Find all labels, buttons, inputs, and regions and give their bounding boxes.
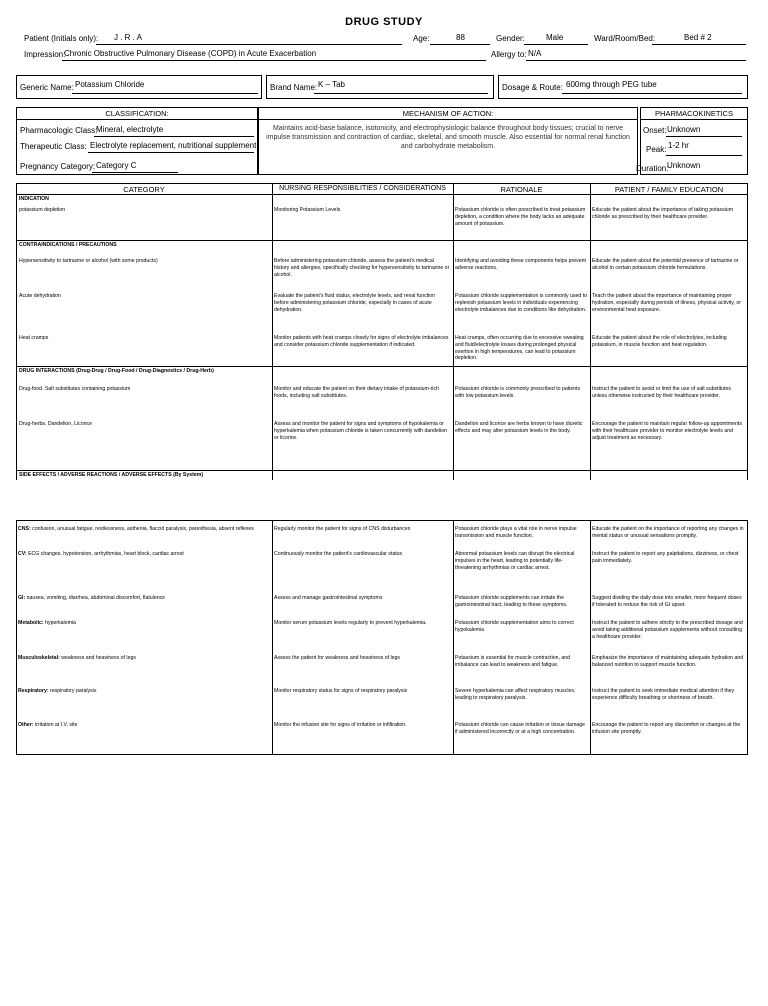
se-row-respiratory-nursing: Monitor respiratory status for signs of respiratory paralysis <box>274 688 408 694</box>
thera-class-value: Electrolyte replacement, nutritional supplement <box>90 141 257 150</box>
page-title: DRUG STUDY <box>345 16 423 28</box>
column-divider-1 <box>272 183 273 480</box>
interaction-row-2-rationale: Dandelion and licorice are herbs known to have diuretic effects and may alter potassium levels in the body. <box>455 421 583 434</box>
contra-row-1-rationale: Identifying and avoiding these components helps prevent adverse reactions. <box>455 258 586 271</box>
allergy-field <box>526 50 746 61</box>
contra-row-2-rationale: Potassium chloride supplementation is commonly used to replenish potassium levels in individuals experiencing electrolyte imbalances due to conditions like dehydration. <box>455 293 588 313</box>
header-rationale: RATIONALE <box>500 185 543 194</box>
contra-row-1-education: Educate the patient about the potential presence of tartrazine or alcohol in certain potassium chloride formulations. <box>592 258 739 271</box>
pharmacokinetics-divider <box>640 119 748 120</box>
column-divider-2 <box>453 183 454 480</box>
mechanism-divider <box>258 119 638 120</box>
impression-label: Impression: <box>24 50 66 59</box>
se-row-other-category: Other: irritation at I.V. site <box>18 722 78 728</box>
se-column-divider-3 <box>590 520 591 755</box>
se-row-other-education: Encourage the patient to report any discomfort or changes at the infusion site promptly. <box>592 722 741 735</box>
header-nursing: NURSING RESPONSIBILITIES / CONSIDERATIONS <box>279 185 446 192</box>
se-row-gi-rationale: Potassium chloride supplements can irritate the gastrointestinal tract, leading to these symptoms. <box>455 595 568 608</box>
impression-value: Chronic Obstructive Pulmonary Disease (COPD) in Acute Exacerbation <box>64 49 317 58</box>
se-row-respiratory-rationale: Severe hyperkalemia can affect respiratory muscles, leading to respiratory paralysis. <box>455 688 576 701</box>
contra-row-3-nursing: Monitor patients with heat cramps closely for signs of electrolyte imbalances and consider potassium chloride supplementation if indicated. <box>274 335 449 348</box>
gender-label: Gender: <box>496 34 525 43</box>
contra-divider <box>16 366 748 367</box>
se-row-respiratory-category: Respiratory: respiratory paralysis <box>18 688 97 694</box>
indication-category: potassium depletion <box>19 207 66 213</box>
dosage-label: Dosage & Route: <box>502 83 563 92</box>
pregnancy-label: Pregnancy Category: <box>20 162 96 171</box>
interaction-row-1-category: Drug-food. Salt substitutes containing potassium <box>19 386 131 392</box>
se-column-divider-2 <box>453 520 454 755</box>
brand-name-value: K – Tab <box>318 80 345 89</box>
contra-row-1-category: Hypersensitivity to tartrazine or alcohol (with some products) <box>19 258 158 264</box>
se-row-cns-nursing: Regularly monitor the patient for signs of CNS disturbances <box>274 526 411 532</box>
contra-row-3-category: Heat cramps <box>19 335 49 341</box>
patient-initials-label: Patient (Initials only): <box>24 34 99 43</box>
ward-label: Ward/Room/Bed: <box>594 34 656 43</box>
contra-row-3-rationale: Heat cramps, often occurring due to excessive sweating and fluid/electrolyte losses during prolonged physical exertion in high temperatures, can lead to potassium depletion. <box>455 335 584 362</box>
se-row-gi-category: GI: nausea, vomiting, diarrhea, abdominal discomfort, flatulence <box>18 595 166 601</box>
allergy-value: N/A <box>528 49 542 58</box>
allergy-label: Allergy to: <box>491 50 527 59</box>
indication-education: Educate the patient about the importance of taking potassium chloride as prescribed by their healthcare provider. <box>592 207 734 220</box>
mechanism-text: Maintains acid-base balance, isotonicity, and electrophysiologic balance throughout body tissues; crucial to nerve impulse transmission and contraction of cardiac, skeletal, and smooth muscle. Also essential for normal renal function and carbohydrate metabolism. <box>266 125 630 150</box>
classification-header: CLASSIFICATION: <box>105 109 169 118</box>
se-row-musculoskeletal-nursing: Assess the patient for weakness and heaviness of legs <box>274 655 401 661</box>
header-category: CATEGORY <box>123 185 165 194</box>
generic-name-value: Potassium Chloride <box>75 80 145 89</box>
side-effects-header: SIDE EFFECTS / ADVERSE REACTIONS / ADVERSE EFFECTS (By System) <box>19 472 204 478</box>
age-label: Age: <box>413 34 430 43</box>
se-row-gi-nursing: Assess and manage gastrointestinal symptoms <box>274 595 383 601</box>
contra-row-1-nursing: Before administering potassium chloride, assess the patient's medical history and allergies, specifically checking for hypersensitivity to tartrazine or alcohol. <box>274 258 450 278</box>
contra-row-2-nursing: Evaluate the patient's fluid status, electrolyte levels, and renal function before administering potassium chloride, especially in cases of acute dehydration. <box>274 293 436 313</box>
duration-value: Unknown <box>667 161 701 170</box>
interactions-header: DRUG INTERACTIONS (Drug-Drug / Drug-Food / Drug-Diagnostics / Drug-Herb) <box>19 368 214 374</box>
brand-name-label: Brand Name: <box>270 83 318 92</box>
se-row-metabolic-education: Instruct the patient to adhere strictly to the prescribed dosage and avoid taking additional potassium supplements without consulting a healthcare provider. <box>592 620 743 640</box>
interaction-row-2-education: Encourage the patient to maintain regular follow-up appointments with their healthcare provider to monitor electrolyte levels and adjust treatment as necessary. <box>592 421 742 441</box>
interaction-row-2-category: Drug-herbs. Dandelion, Licorice <box>19 421 92 427</box>
se-row-musculoskeletal-category: Musculoskeletal: weakness and heaviness of legs <box>18 655 136 661</box>
header-row-divider <box>16 194 748 195</box>
peak-value: 1-2 hr <box>668 141 689 150</box>
se-column-divider-1 <box>272 520 273 755</box>
pharmacokinetics-header: PHARMACOKINETICS <box>655 109 733 118</box>
indication-nursing: Monitoring Potassium Levels <box>274 207 341 213</box>
se-row-musculoskeletal-education: Emphasize the importance of maintaining adequate hydration and balanced nutrition to support muscle function. <box>592 655 744 668</box>
se-row-other-nursing: Monitor the infusion site for signs of irritation or infiltration. <box>274 722 407 728</box>
se-row-musculoskeletal-rationale: Potassium is essential for muscle contraction, and imbalance can lead to weakness and fatigue. <box>455 655 571 668</box>
dosage-value: 600mg through PEG tube <box>566 80 657 89</box>
se-row-respiratory-education: Instruct the patient to seek immediate medical attention if they experience difficulty breathing or shortness of breath. <box>592 688 735 701</box>
contra-row-2-education: Teach the patient about the importance of maintaining proper hydration, especially during periods of illness, physical activity, or environmental heat exposure. <box>592 293 741 313</box>
column-divider-3 <box>590 183 591 480</box>
thera-class-label: Therapeutic Class: <box>20 142 87 151</box>
contra-row-3-education: Educate the patient about the role of electrolytes, including potassium, in muscle function and heat regulation. <box>592 335 727 348</box>
patient-initials-value: J . R . A <box>114 33 143 42</box>
pregnancy-value: Category C <box>96 161 137 170</box>
se-row-cns-education: Educate the patient on the importance of reporting any changes in mental status or unusual sensations promptly. <box>592 526 744 539</box>
se-row-metabolic-nursing: Monitor serum potassium levels regularly to prevent hyperkalemia. <box>274 620 427 626</box>
se-row-cv-category: CV: ECG changes, hypotension, arrhythmias, heart block, cardiac arrest <box>18 551 184 557</box>
interaction-row-1-nursing: Monitor and educate the patient on their dietary intake of potassium-rich foods, including salt substitutes. <box>274 386 439 399</box>
indication-rationale: Potassium chloride is often prescribed to treat potassium depletion, a condition where the body lacks an adequate amount of potassium. <box>455 207 586 227</box>
ward-value: Bed # 2 <box>684 33 712 42</box>
se-row-cv-nursing: Continuously monitor the patient's cardiovascular status <box>274 551 403 557</box>
se-row-cns-rationale: Potassium chloride plays a vital role in nerve impulse transmission and muscle function. <box>455 526 577 539</box>
classification-divider <box>16 119 258 120</box>
interaction-row-1-education: Instruct the patient to avoid or limit the use of salt substitutes unless otherwise instructed by their healthcare provider. <box>592 386 731 399</box>
peak-label: Peak: <box>646 145 667 154</box>
onset-value: Unknown <box>667 125 701 134</box>
onset-label: Onset: <box>643 126 667 135</box>
se-row-cv-rationale: Abnormal potassium levels can disrupt the electrical impulses in the heart, leading to potentially life-threatening arrhythmias or cardiac arrest. <box>455 551 575 571</box>
contra-row-2-category: Acute dehydration <box>19 293 61 299</box>
indication-header: INDICATION <box>19 196 49 202</box>
duration-label: Duration: <box>636 164 669 173</box>
gender-value: Male <box>546 33 564 42</box>
interaction-row-2-nursing: Assess and monitor the patient for signs and symptoms of hypokalemia or hyperkalemia when potassium chloride is taken concurrently with dandelion or licorice. <box>274 421 448 441</box>
se-row-metabolic-category: Metabolic: hyperkalemia <box>18 620 76 626</box>
mechanism-header: MECHANISM OF ACTION: <box>402 109 494 118</box>
se-row-other-rationale: Potassium chloride can cause irritation or tissue damage if administered incorrectly or at a high concentration. <box>455 722 586 735</box>
generic-name-label: Generic Name: <box>20 83 74 92</box>
pharm-class-value: Mineral, electrolyte <box>96 125 164 134</box>
contra-header: CONTRAINDICATIONS / PRECAUTIONS <box>19 242 117 248</box>
indication-divider <box>16 240 748 241</box>
se-row-metabolic-rationale: Potassium chloride supplementation aims to correct hypokalemia <box>455 620 574 633</box>
se-row-cns-category: CNS: confusion, unusual fatigue, restlessness, asthenia, flaccid paralysis, paresthesia, absent reflexes <box>18 526 254 532</box>
pharm-class-label: Pharmacologic Class: <box>20 126 98 135</box>
age-value: 88 <box>456 33 465 42</box>
header-education: PATIENT / FAMILY EDUCATION <box>614 185 724 194</box>
se-row-gi-education: Suggest dividing the daily dose into smaller, more frequent doses if tolerated to reduce the risk of GI upset. <box>592 595 742 608</box>
se-row-cv-education: Instruct the patient to report any palpitations, dizziness, or chest pain immediately. <box>592 551 739 564</box>
interaction-row-1-rationale: Potassium chloride is commonly prescribed to patients with low potassium levels. <box>455 386 581 399</box>
interactions-divider <box>16 470 748 471</box>
